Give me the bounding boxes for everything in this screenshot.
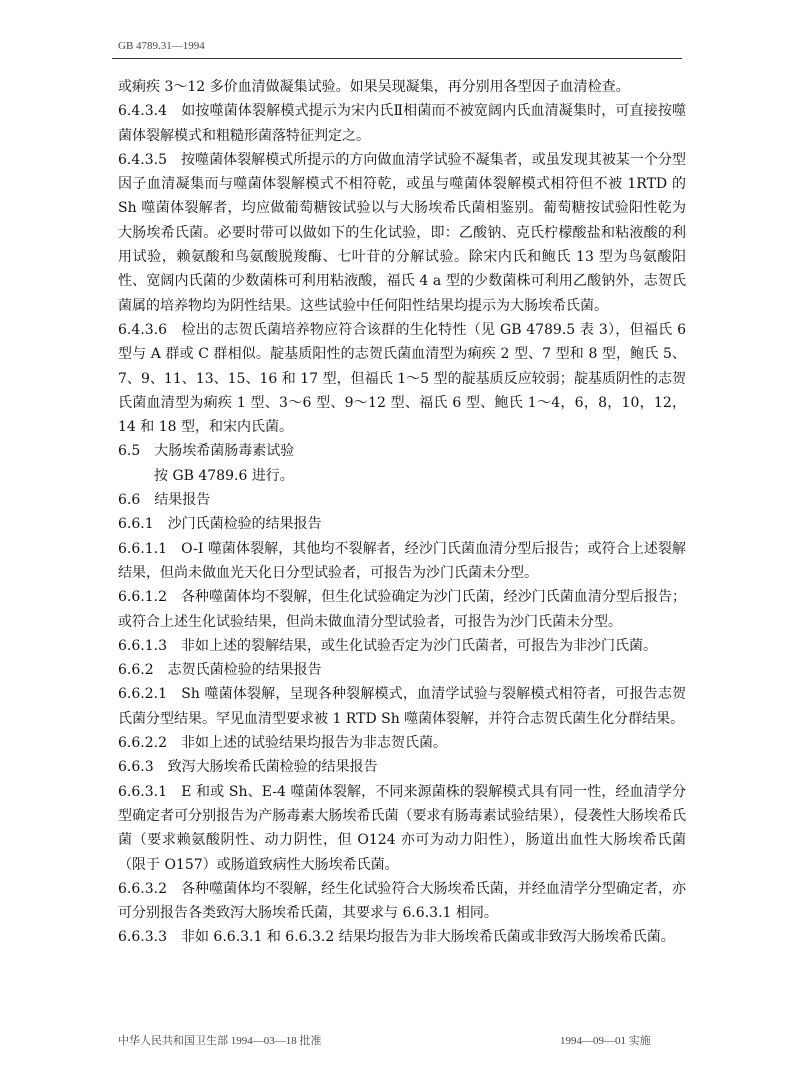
approval-footer: 中华人民共和国卫生部 1994—03—18 批准 (118, 1035, 322, 1047)
section-6-6-heading: 6.6 结果报告 (118, 492, 211, 509)
clause-6-6-3-2: 6.6.3.2 各种噬菌体均不裂解，经生化试验符合大肠埃希氏菌，并经血清学分型确定者，亦可分别报告各类致泻大肠埃希氏菌，其要求与 6.6.3.1 相同。 (118, 880, 686, 922)
clause-6-4-3-5: 6.4.3.5 按噬菌体裂解模式所提示的方向做血清学试验不凝集者，或虽发现其被某一个分型因子血清凝集而与噬菌体裂解模式不相符乾，或虽与噬菌体裂解模式相符但不被 1RTD 的 Sh 噬菌体裂解者，均应做葡萄糖铵试验以与大肠埃希氏菌相鉴别。葡萄糖按试验阳性乾为大肠埃希氏菌。必要时带可以做如下的生化试验，即：乙酸钠、克氏柠檬酸盐和粘液酸的利用试验，赖氨酸和鸟氨酸脱羧酶、七叶苷的分解试验。除宋内氏和鲍氏 13 型为鸟氨酸阳性、宽阔内氏菌的少数菌株可利用粘液酸，福氏 4 a 型的少数菌株可利用乙酸钠外，志贺氏菌属的培养物均为阴性结果。这些试验中任何阳性结果均提示为大肠埃希氏菌。 (118, 151, 686, 314)
clause-6-6-3-1: 6.6.3.1 E 和或 Sh、E-4 噬菌体裂解，不同来源菌株的裂解模式具有同一性，经血清学分型确定者可分别报告为产肠毒素大肠埃希氏菌（要求有肠毒素试验结果），侵袭性大肠埃希氏菌（要求赖氨酸阴性、动力阴性，但 O124 亦可为动力阳性），肠道出血性大肠埃希氏菌（限于 O157）或肠道致病性大肠埃希氏菌。 (118, 783, 686, 873)
clause-6-6-1-3: 6.6.1.3 非如上述的裂解结果，或生化试验否定为沙门氏菌者，可报告为非沙门氏菌。 (118, 637, 657, 654)
paragraph-continuation: 或痢疾 3～12 多价血清做凝集试验。如果吴现凝集，再分别用各型因子血清检查。 (118, 79, 630, 95)
section-6-5-heading: 6.5 大肠埃希菌肠毒素试验 (118, 443, 295, 460)
clause-6-6-1-1: 6.6.1.1 O-I 噬菌体裂解，其他均不裂解者，经沙门氏菌血清分型后报告；或符合上述裂解结果，但尚未做血光天化日分型试验者，可报告为沙门氏菌未分型。 (118, 540, 686, 581)
standard-number-header: GB 4789.31—1994 (118, 40, 205, 52)
clause-6-4-3-4: 6.4.3.4 如按噬菌体裂解模式提示为宋内氏Ⅱ相菌而不被宽阔内氏血清凝集时，可直接按噬菌体裂解模式和粗糙形菌落特征判定之。 (118, 103, 686, 144)
section-6-5-body: 按 GB 4789.6 进行。 (154, 467, 294, 484)
clause-6-4-3-6: 6.4.3.6 检出的志贺氏菌培养物应符合该群的生化特性（见 GB 4789.5 表 3），但福氏 6 型与 A 群或 C 群相似。靛基质阳性的志贺氏菌血清型为痢疾 2 型、7 型和 8 型，鲍氏 5、7、9、11、13、15、16 和 17 型，但福氏 1～5 型的靛基质反应较弱；靛基质阴性的志贺氏菌血清型为痢疾 1 型、3～6 型、9～12 型、福氏 6 型、鲍氏 1～4，6，8，10，12，14 和 18 型，和宋内氏菌。 (118, 321, 686, 436)
document-body (118, 75, 686, 950)
clause-6-6-2-2: 6.6.2.2 非如上述的试验结果均报告为非志贺氏菌。 (118, 735, 447, 752)
clause-6-6-2-1: 6.6.2.1 Sh 噬菌体裂解，呈现各种裂解模式，血清学试验与裂解模式相符者，可报告志贺氏菌分型结果。罕见血清型要求被 1 RTD Sh 噬菌体裂解，并符合志贺氏菌生化分群结果。 (118, 686, 686, 727)
section-6-6-2-heading: 6.6.2 志贺氏菌检验的结果报告 (118, 662, 322, 679)
clause-6-6-3-3: 6.6.3.3 非如 6.6.3.1 和 6.6.3.2 结果均报告为非大肠埃希氏菌或非致泻大肠埃希氏菌。 (118, 929, 675, 946)
clause-6-6-1-2: 6.6.1.2 各种噬菌体均不裂解，但生化试验确定为沙门氏菌，经沙门氏菌血清分型后报告；或符合上述生化试验结果，但尚未做血清分型试验者，可报告为沙门氏菌未分型。 (118, 589, 686, 630)
header-divider (112, 58, 682, 59)
section-6-6-3-heading: 6.6.3 致泻大肠埃希氏菌检验的结果报告 (118, 759, 378, 776)
section-6-6-1-heading: 6.6.1 沙门氏菌检验的结果报告 (118, 516, 322, 533)
implementation-footer: 1994—09—01 实施 (560, 1035, 651, 1047)
